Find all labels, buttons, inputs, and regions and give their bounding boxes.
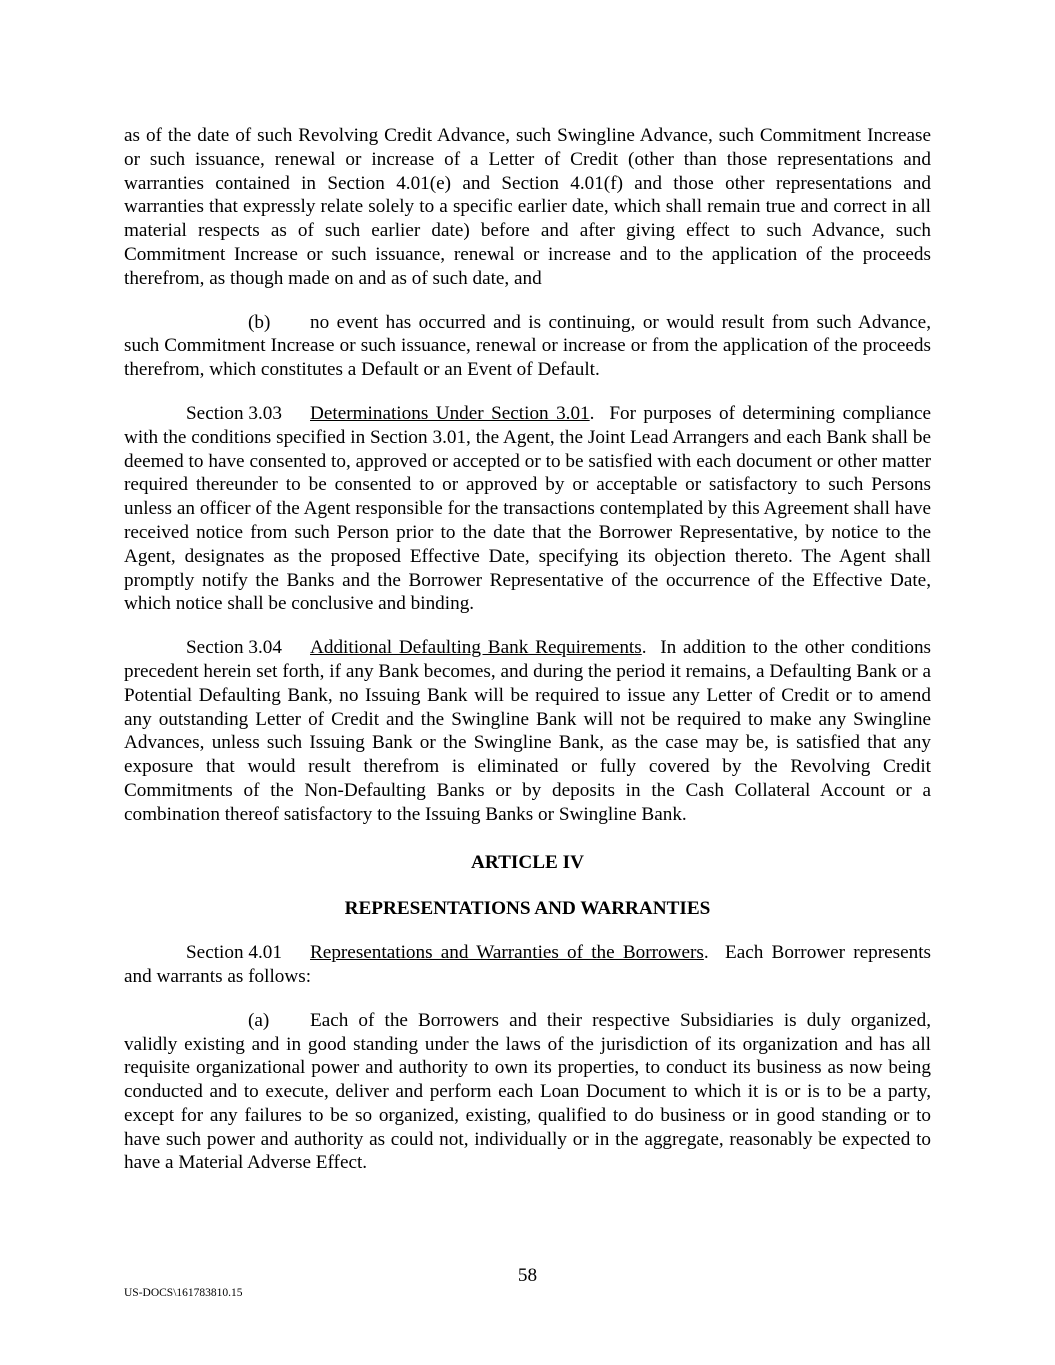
clause-a-label: (a) (248, 1009, 270, 1031)
section-3-03-number: Section 3.03 (186, 402, 282, 424)
clause-b-paragraph (124, 311, 931, 382)
clause-b-text: no event has occurred and is continuing, or would result from such Advance, such Commitment Increase or such issuance, renewal or increase or from the application of the proceeds therefrom, which constitutes a Default or an Event of Default. (124, 311, 931, 381)
article-subheading: REPRESENTATIONS AND WARRANTIES (344, 898, 711, 920)
section-3-03-title: Determinations Under Section 3.01 (310, 402, 590, 424)
section-3-03-text: For purposes of determining compliance with the conditions specified in Section 3.01, the Agent, the Joint Lead Arrangers and each Bank shall be deemed to have consented to, approved or accepted or to be satisfied with each document or other matter required thereunder to be consented to or approved by or acceptable or satisfactory to such Persons unless an officer of the Agent responsible for the transactions contemplated by this Agreement shall have received notice from such Person prior to the date that the Borrower Representative, by notice to the Agent, designates as the proposed Effective Date, specifying its objection thereto. The Agent shall promptly notify the Banks and the Borrower Representative of the occurrence of the Effective Date, which notice shall be conclusive and binding. (124, 402, 932, 615)
section-3-03-paragraph: Section 3.03 Determinations Under Section 3.01. For purposes of determining compliance with the conditions specified in Section 3.01, the Agent, the Joint Lead Arrangers and each Bank shall be deemed to have consented to, approved or accepted or to be satisfied with each document or other matter required thereunder to be consented to or approved by or acceptable or satisfactory to such Persons unless an officer of the Agent responsible for the transactions contemplated by this Agreement shall have received notice from such Person prior to the date that the Borrower Representative, by notice to the Agent, designates as the proposed Effective Date, specifying its objection thereto. The Agent shall promptly notify the Banks and the Borrower Representative of the occurrence of the Effective Date, which notice shall be conclusive and binding. (124, 402, 932, 615)
continuation-paragraph: as of the date of such Revolving Credit Advance, such Swingline Advance, such Commitment Increase or such issuance, renewal or increase of a Letter of Credit (other than those representations and warranties contained in Section 4.01(e) and Section 4.01(f) and those other representations and warranties that expressly relate solely to a specific earlier date, which shall remain true and correct in all material respects as of such earlier date) before and after giving effect to such Advance, such Commitment Increase or such issuance, renewal or increase and to the application of the proceeds therefrom, as though made on and as of such date, and (124, 125, 931, 289)
section-4-01-text: Each Borrower represents and warrants as follows: (124, 942, 932, 987)
section-3-04-number: Section 3.04 (186, 637, 282, 659)
article-heading: ARTICLE IV (471, 851, 584, 873)
section-4-01-paragraph: Section 4.01 Representations and Warranties of the Borrowers. Each Borrower represents and warrants as follows: (124, 942, 932, 987)
clause-a-paragraph (124, 1009, 931, 1176)
document-id: US-DOCS\161783810.15 (124, 1287, 243, 1299)
body-text (124, 124, 931, 1175)
clause-a-text: Each of the Borrowers and their respective Subsidiaries is duly organized, validly existing and in good standing under the laws of the jurisdiction of its organization and has all requisite organizational power and authority to own its properties, to conduct its business as now being conducted and to execute, deliver and perform each Loan Document to which it is or is to be a party, except for any failures to be so organized, existing, qualified to do business or in good standing or to have such power and authority as could not, individually or in the aggregate, reasonably be expected to have a Material Adverse Effect. (124, 1009, 931, 1174)
section-4-01-number: Section 4.01 (186, 942, 282, 964)
section-4-01-title: Representations and Warranties of the Borrowers (310, 942, 704, 964)
page-number: 58 (517, 1265, 538, 1286)
section-3-04-paragraph: Section 3.04 Additional Defaulting Bank Requirements. In addition to the other conditions precedent herein set forth, if any Bank becomes, and during the period it remains, a Defaulting Bank or a Potential Defaulting Bank, no Issuing Bank will be required to issue any Letter of Credit or to amend any outstanding Letter of Credit and the Swingline Bank will not be required to make any Swingline Advances, unless such Issuing Bank or the Swingline Bank, as the case may be, is satisfied that any exposure that would result therefrom is eliminated or fully covered by the Revolving Credit Commitments of the Non-Defaulting Banks or by deposits in the Cash Collateral Account or a combination thereof satisfactory to the Issuing Banks or Swingline Bank. (124, 637, 932, 825)
section-3-04-title: Additional Defaulting Bank Requirements (310, 637, 642, 659)
clause-b-label: (b) (248, 311, 271, 333)
section-3-04-text: In addition to the other conditions precedent herein set forth, if any Bank becomes, and during the period it remains, a Defaulting Bank or a Potential Defaulting Bank, no Issuing Bank will be required to issue any Letter of Credit or to amend any outstanding Letter of Credit and the Swingline Bank will not be required to make any Swingline Advances, unless such Issuing Bank or the Swingline Bank, as the case may be, is satisfied that any exposure that would result therefrom is eliminated or fully covered by the Revolving Credit Commitments of the Non-Defaulting Banks or by deposits in the Cash Collateral Account or a combination thereof satisfactory to the Issuing Banks or Swingline Bank. (124, 637, 932, 825)
